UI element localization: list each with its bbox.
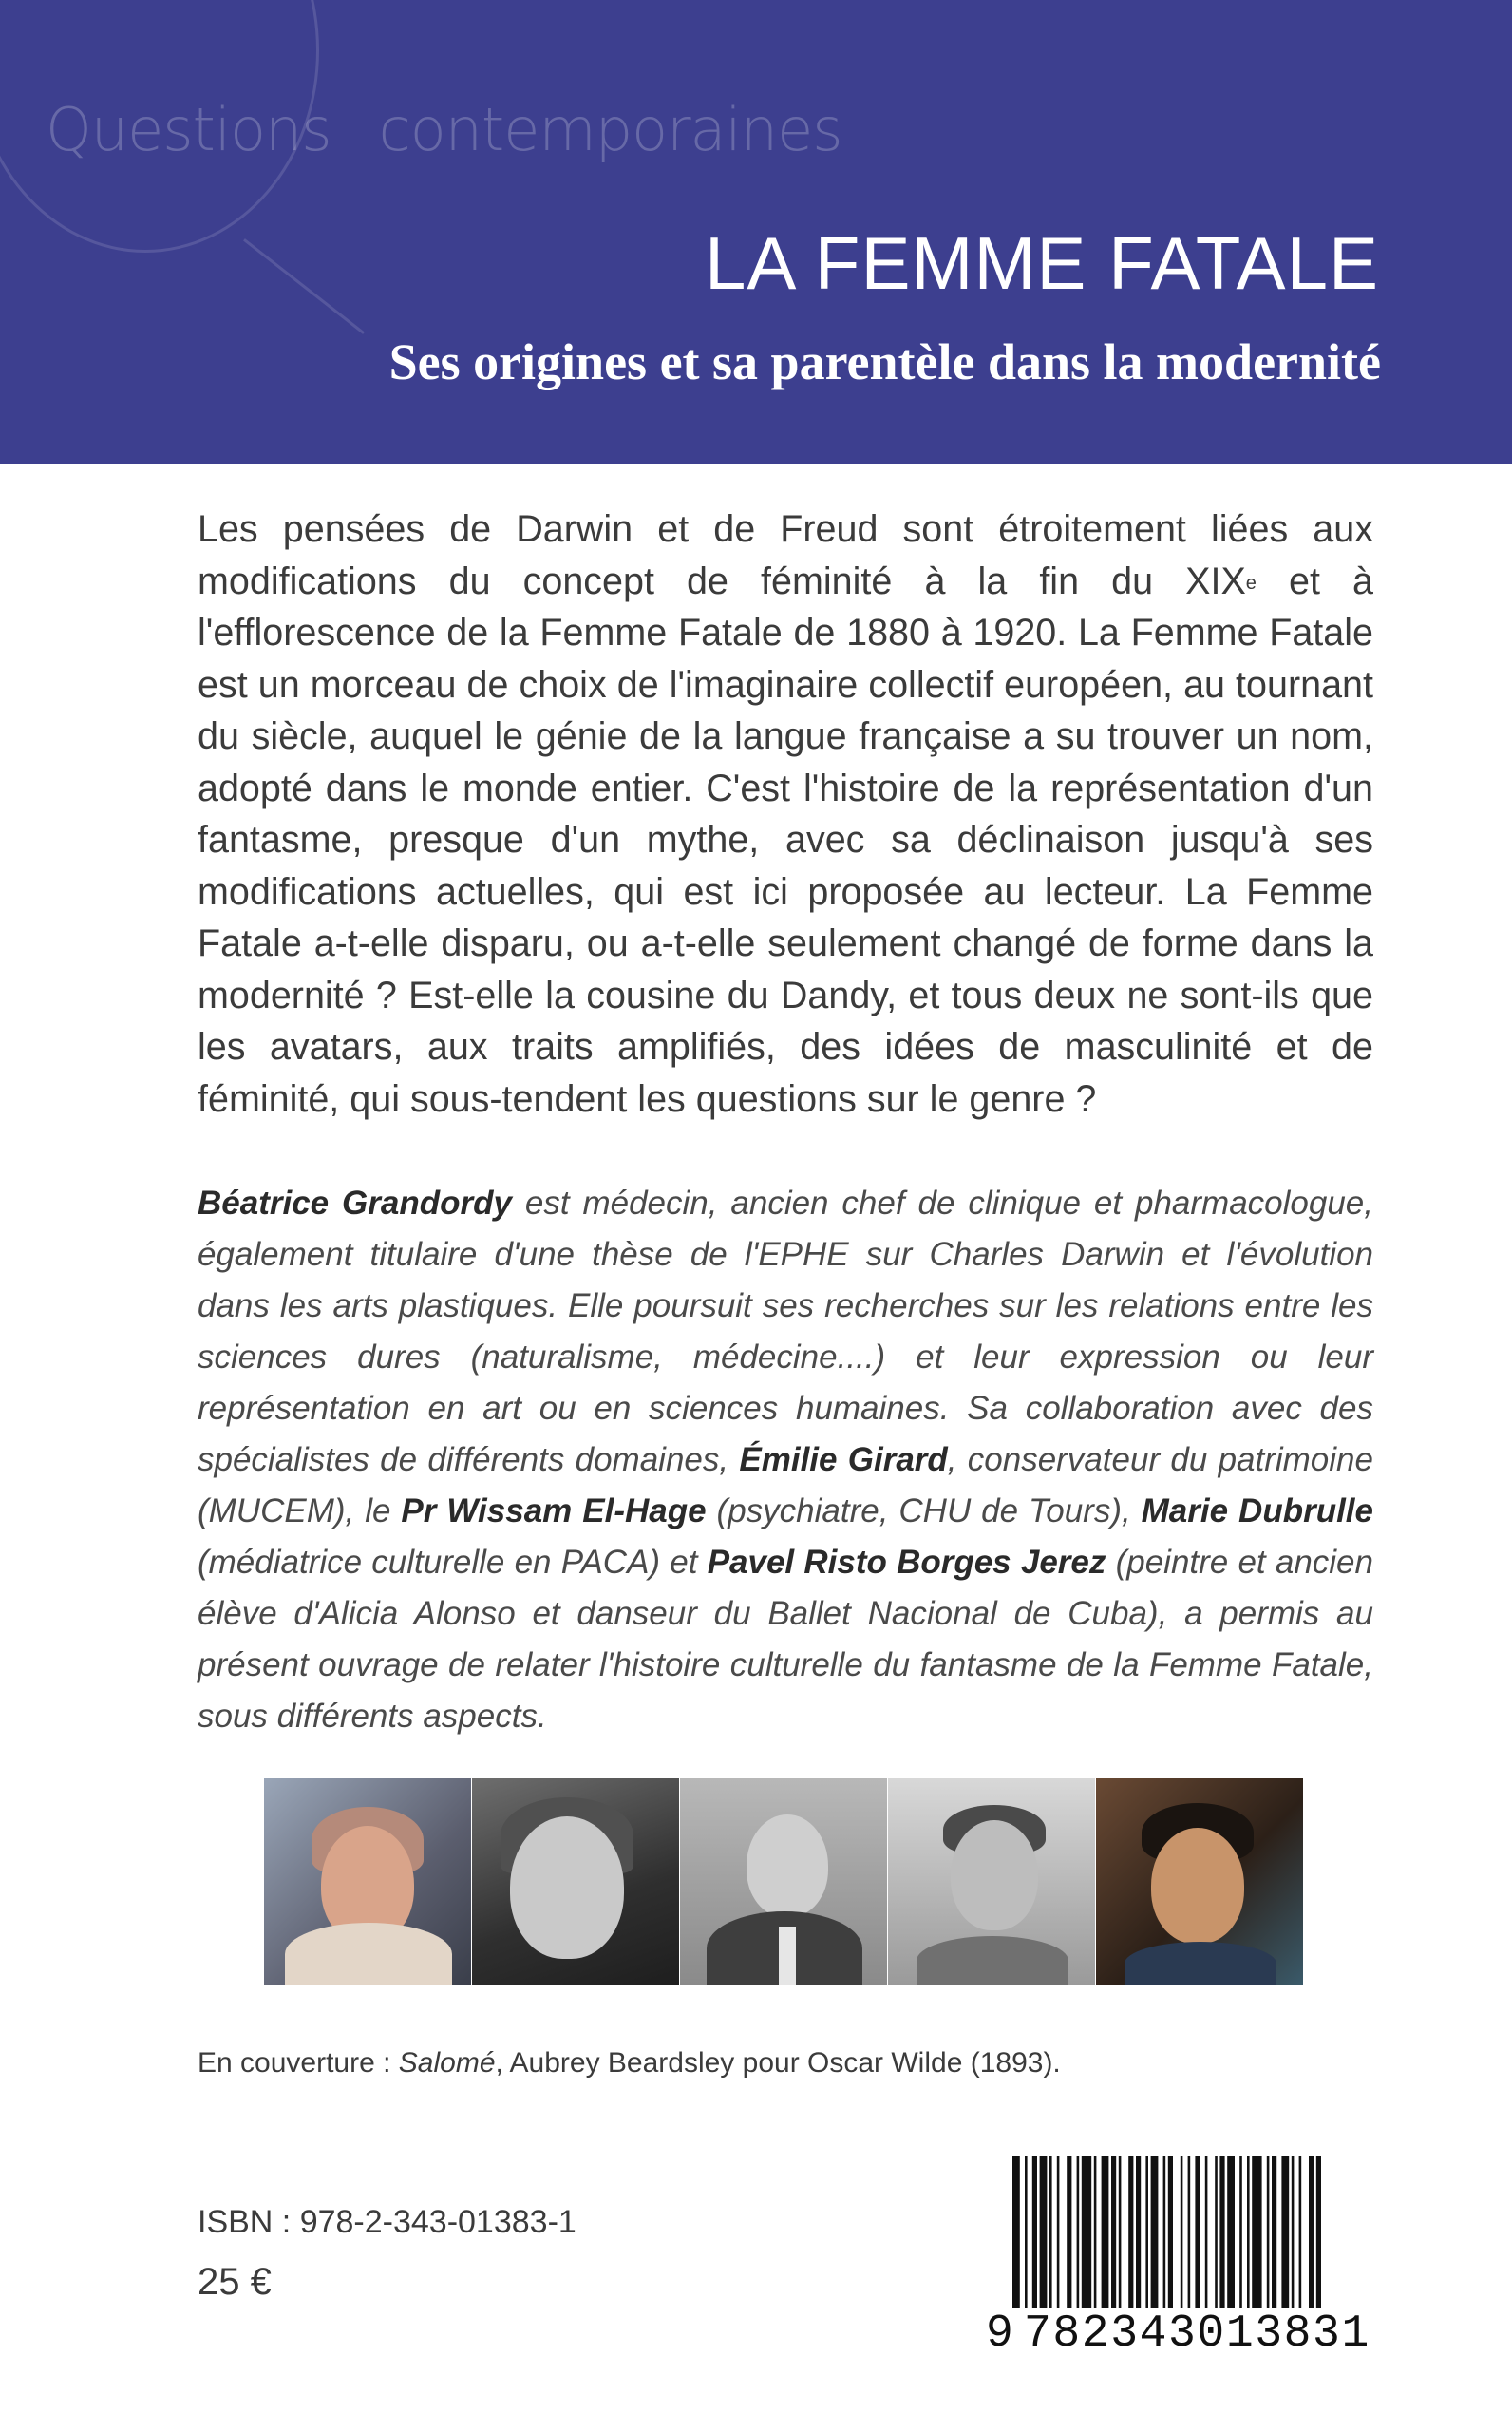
price: 25 € (198, 2261, 272, 2303)
bio-text-1: est médecin, ancien chef de clinique et pharmacologue, également titulaire d'une thèse de l'EPHE sur Charles Darwin et l'évolution dans les arts plastiques. Elle poursuit ses recherches sur les relations entre les sciences dures (naturalisme, médecine....) et leur expression ou leur représentation en art ou en sciences humaines. Sa collaboration avec des spécialistes de différents domaines, (198, 1185, 1373, 1478)
cover-header (0, 0, 1512, 464)
cover-credit-prefix: En couverture : (198, 2047, 399, 2079)
contributor-name-1: Émilie Girard (739, 1441, 948, 1478)
bio-text-4: (médiatrice culturelle en PACA) et (198, 1544, 708, 1581)
author-bio (198, 1178, 1373, 1742)
cover-credit (198, 2047, 1061, 2080)
contributor-photo (680, 1778, 887, 1985)
q-logo-tail (243, 238, 365, 334)
cover-credit-suffix: , Aubrey Beardsley pour Oscar Wilde (1893). (495, 2047, 1061, 2079)
isbn: ISBN : 978-2-343-01383-1 (198, 2204, 576, 2240)
blurb-text-1: Les pensées de Darwin et de Freud sont étroitement liées aux modifications du concept de féminité à la fin du XIX (198, 508, 1373, 602)
bio-text-2: , conservateur du patrimoine (MUCEM), le (198, 1441, 1373, 1529)
contributor-name-3: Marie Dubrulle (1141, 1492, 1373, 1529)
cover-credit-work: Salomé (398, 2047, 496, 2079)
contributor-photos (264, 1778, 1304, 1985)
book-title: LA FEMME FATALE (705, 221, 1379, 305)
barcode-first-digit: 9 (986, 2308, 1013, 2360)
barcode-digits: 782343013831 (1024, 2308, 1370, 2360)
series-word-1: Questions (46, 95, 331, 164)
contributor-photo (264, 1778, 471, 1985)
contributor-photo (888, 1778, 1095, 1985)
series-name (46, 95, 842, 164)
contributor-photo (472, 1778, 679, 1985)
author-name: Béatrice Grandordy (198, 1185, 512, 1222)
contributor-name-2: Pr Wissam El-Hage (401, 1492, 707, 1529)
back-cover-blurb (198, 503, 1373, 1125)
contributor-name-4: Pavel Risto Borges Jerez (707, 1544, 1106, 1581)
contributor-photo (1096, 1778, 1303, 1985)
blurb-text-2: et à l'efflorescence de la Femme Fatale de 1880 à 1920. La Femme Fatale est un morceau de choix de l'imaginaire collectif européen, au tournant du siècle, auquel le génie de la langue française a su trouver un nom, adopté dans le monde entier. C'est l'histoire de la représentation d'un fantasme, presque d'un mythe, avec sa déclinaison jusqu'à ses modifications actuelles, qui est ici proposée au lecteur. La Femme Fatale a-t-elle disparu, ou a-t-elle seulement changé de forme dans la modernité ? Est-elle la cousine du Dandy, et tous deux ne sont-ils que les avatars, aux traits amplifiés, des idées de masculinité et de féminité, qui sous-tendent les questions sur le genre ? (198, 560, 1373, 1120)
bio-text-5: (peintre et ancien élève d'Alicia Alonso et danseur du Ballet Nacional de Cuba), a permis au présent ouvrage de relater l'histoire culturelle du fantasme de la Femme Fatale, sous différents aspects. (198, 1544, 1373, 1735)
series-word-2: contemporaines (378, 95, 842, 164)
barcode (986, 2156, 1370, 2362)
book-subtitle: Ses origines et sa parentèle dans la modernité (388, 333, 1381, 390)
bio-text-3: (psychiatre, CHU de Tours), (706, 1492, 1142, 1529)
blurb-superscript: e (1245, 572, 1257, 594)
barcode-number (986, 2308, 1370, 2362)
